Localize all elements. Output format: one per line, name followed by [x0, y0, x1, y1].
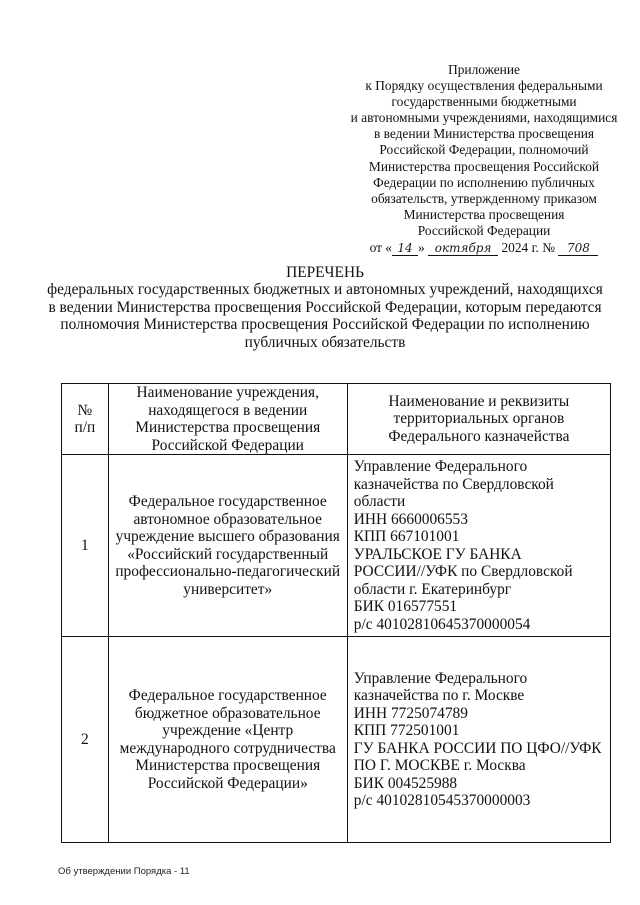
title-line: публичных обязательств — [244, 333, 406, 351]
cell-line: области — [353, 493, 406, 510]
cell-line: области г. Екатеринбург — [353, 580, 512, 598]
document-title — [40, 264, 610, 351]
date-mid: » — [418, 240, 425, 256]
cell-line: Федеральное государственное — [128, 687, 327, 704]
row-number: 2 — [62, 637, 109, 843]
header-treasury — [347, 384, 610, 455]
institution-name — [108, 637, 347, 843]
title-line: федеральных государственных бюджетных и автономных учреждений, находящихся — [47, 281, 603, 299]
treasury-details — [347, 637, 610, 843]
cell-line: казначейства по Свердловской — [353, 475, 554, 493]
appendix-line: Министерства просвещения — [403, 206, 565, 222]
cell-line: ПО Г. МОСКВЕ г. Москва — [353, 757, 526, 774]
handwritten-day: 14 — [392, 241, 418, 256]
date-prefix: от « — [369, 240, 393, 256]
institutions-table — [61, 383, 611, 843]
table-row — [62, 637, 611, 843]
header-line: Министерства просвещения — [135, 419, 321, 436]
cell-line: Управление Федерального — [353, 669, 528, 687]
cell-line: БИК 004525988 — [353, 774, 458, 792]
appendix-line: Министерства просвещения Российской — [368, 158, 600, 174]
appendix-block — [318, 62, 640, 256]
header-no — [62, 384, 109, 455]
header-line: Российской Федерации — [151, 436, 304, 454]
cell-line: учреждение высшего образования — [115, 528, 340, 545]
page-footer: Об утверждении Порядка - 11 — [58, 866, 190, 877]
header-line: находящегося в ведении — [148, 401, 308, 419]
cell-line: КПП 772501001 — [353, 722, 460, 739]
cell-line: ИНН 6660006553 — [353, 510, 468, 528]
cell-line: Федеральное государственное — [128, 493, 327, 510]
institution-name — [108, 455, 347, 637]
appendix-line: Приложение — [448, 62, 520, 77]
row-number: 1 — [62, 455, 109, 637]
appendix-line: обязательств, утвержденному приказом — [371, 190, 597, 206]
appendix-line: Российской Федерации — [417, 222, 551, 238]
cell-line: университет» — [183, 580, 273, 598]
treasury-details — [347, 455, 610, 637]
cell-line: Управление Федерального — [353, 458, 528, 475]
cell-line: учреждение «Центр — [162, 722, 294, 739]
appendix-line: в ведении Министерства просвещения — [373, 126, 595, 142]
cell-line: Российской Федерации» — [147, 774, 308, 792]
date-year: 2024 г. № — [501, 240, 556, 256]
cell-line: р/с 40102810545370000003 — [353, 792, 531, 809]
cell-line: р/с 40102810645370000054 — [353, 615, 531, 633]
header-line: п/п — [74, 419, 96, 436]
cell-line: Министерства просвещения — [135, 757, 321, 774]
cell-line: ИНН 7725074789 — [353, 704, 468, 722]
header-line: Наименование и реквизиты — [388, 392, 570, 410]
table-row — [62, 455, 611, 637]
appendix-line: Федерации по исполнению публичных — [373, 174, 595, 190]
header-line: Наименование учреждения, — [136, 384, 319, 401]
appendix-line: и автономными учреждениями, находящимися — [350, 110, 618, 126]
cell-line: БИК 016577551 — [353, 598, 458, 615]
handwritten-month: октября — [428, 241, 498, 256]
title-line: полномочия Министерства просвещения Российской Федерации по исполнению — [60, 316, 590, 334]
handwritten-order-number: 708 — [558, 241, 598, 256]
table-header-row — [62, 384, 611, 455]
appendix-line: к Порядку осуществления федеральными — [365, 78, 603, 94]
header-line: Федерального казначейства — [388, 427, 570, 445]
cell-line: профессионально-педагогический — [115, 563, 341, 580]
cell-line: международного сотрудничества — [119, 739, 336, 757]
appendix-line: государственными бюджетными — [391, 94, 577, 110]
cell-line: бюджетное образовательное — [134, 704, 321, 722]
cell-line: УРАЛЬСКОЕ ГУ БАНКА — [353, 545, 522, 563]
cell-line: ГУ БАНКА РОССИИ ПО ЦФО//УФК — [353, 739, 602, 757]
header-institution — [108, 384, 347, 455]
cell-line: автономное образовательное — [133, 510, 322, 528]
title-heading: ПЕРЕЧЕНЬ — [286, 264, 364, 281]
cell-line: «Российский государственный — [127, 545, 329, 563]
title-line: в ведении Министерства просвещения Российской Федерации, которым передаются — [48, 298, 602, 316]
appendix-line: Российской Федерации, полномочий — [379, 142, 589, 158]
header-line: № — [77, 401, 93, 419]
header-line: территориальных органов — [393, 410, 565, 428]
cell-line: казначейства по г. Москве — [353, 687, 525, 704]
cell-line: КПП 667101001 — [353, 528, 460, 545]
cell-line: РОССИИ//УФК по Свердловской — [353, 563, 573, 580]
order-date-line — [318, 240, 640, 256]
